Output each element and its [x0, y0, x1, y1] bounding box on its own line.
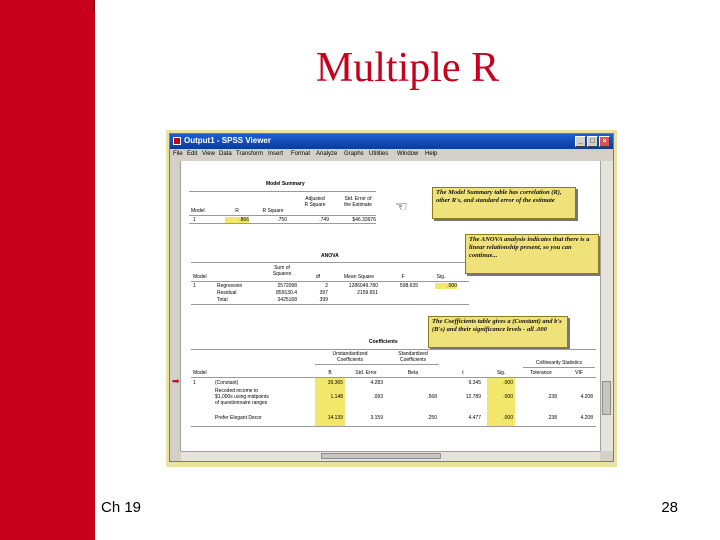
anova-header-ss-1: Sum of: [274, 265, 290, 271]
coef-cell-sig: .000: [503, 380, 513, 386]
coef-model-no: 1: [193, 380, 196, 386]
coef-header-tolerance: Tolerance: [530, 370, 552, 376]
window-titlebar[interactable]: [170, 134, 613, 149]
pointing-hand-icon: ☜: [395, 198, 408, 214]
coef-subheader-rule: [315, 364, 439, 365]
coef-header-model: Model: [193, 370, 207, 376]
anova-row-label: Total: [217, 297, 228, 303]
menu-window[interactable]: Window: [397, 151, 419, 157]
anova-caption: ANOVA: [321, 253, 339, 259]
anova-model-no: 1: [193, 283, 196, 289]
coef-row-label: (Constant): [215, 380, 239, 386]
menu-format[interactable]: Format: [291, 151, 311, 157]
anova-cell-ss: 3425168: [277, 297, 297, 303]
outline-pane[interactable]: [170, 161, 181, 451]
coef-collin-rule: [523, 367, 595, 368]
ms-cell-adj: .749: [319, 217, 329, 223]
current-item-arrow-icon: ➡: [172, 376, 180, 386]
ms-header-model: Model: [191, 208, 205, 214]
coef-row-label-line: of questionnaire ranges: [215, 400, 268, 406]
anova-cell-sig: .000: [435, 283, 457, 289]
coefficients-caption: Coefficients: [369, 339, 398, 345]
app-icon: [173, 137, 181, 145]
coef-bottom-rule: [191, 426, 596, 427]
coef-cell-sig: .000: [503, 415, 513, 421]
anova-cell-df: 397: [319, 290, 328, 296]
coef-cell-sig: .000: [503, 394, 513, 400]
model-summary-caption: Model Summary: [266, 181, 305, 187]
menu-transform[interactable]: Transform: [236, 151, 264, 157]
coef-cell-vif: 4.208: [580, 394, 593, 400]
coef-cell-se: .093: [373, 394, 383, 400]
anova-cell-ms: 1286049.780: [348, 283, 378, 289]
vertical-scrollbar[interactable]: [600, 161, 613, 451]
menu-edit[interactable]: Edit: [187, 151, 198, 157]
minimize-button[interactable]: _: [575, 136, 586, 147]
ms-cell-se: $46.33976: [352, 217, 376, 223]
coef-header-t: t: [462, 370, 464, 376]
anova-bottom-rule: [191, 304, 469, 305]
coef-row-label-line: $1,000s using midpoints: [215, 394, 269, 400]
ms-header-rsq: R Square: [262, 208, 284, 214]
menu-analyze[interactable]: Analyze: [316, 151, 338, 157]
anova-header-ss-2: Squares: [272, 271, 292, 277]
coef-header-se: Std. Error: [355, 370, 377, 376]
ms-cell-rsq: .750: [277, 217, 287, 223]
anova-row-label: Regression: [217, 283, 243, 289]
coef-cell-b: 14.139: [327, 415, 343, 421]
chapter-label: Ch 19: [101, 499, 142, 516]
output-pane[interactable]: [181, 161, 600, 451]
anova-cell-ss: 859130.4: [276, 290, 297, 296]
coef-header-unstd-1: Unstandardized: [332, 351, 368, 357]
callout-model-summary: The Model Summary table has correlation (R), other R's, and standard error of the estimate: [432, 187, 576, 219]
coef-header-std-1: Standardized: [398, 351, 428, 357]
menu-help[interactable]: Help: [425, 151, 438, 157]
coef-cell-beta: .250: [427, 415, 437, 421]
ms-cell-r: .866: [225, 217, 249, 223]
anova-row-label: Residual: [217, 290, 237, 296]
callout-coefficients: The Coefficients table gives a (Constant) and b's (B's) and their significance levels - all .000: [428, 316, 568, 348]
coef-cell-t: 9.345: [468, 380, 481, 386]
menu-view[interactable]: View: [202, 151, 215, 157]
coef-cell-vif: 4.208: [580, 415, 593, 421]
anova-cell-ms: 2159.651: [357, 290, 378, 296]
anova-header-ms: Mean Square: [343, 274, 375, 280]
anova-cell-ss: 2572098: [277, 283, 297, 289]
coef-cell-t: 4.477: [468, 415, 481, 421]
model-summary-rule: [189, 191, 376, 192]
coef-header-std-2: Coefficients: [399, 357, 427, 363]
horizontal-scroll-thumb[interactable]: [321, 453, 441, 459]
coef-cell-tolerance: .238: [547, 415, 557, 421]
anova-cell-df: 399: [319, 297, 328, 303]
anova-header-f: F: [401, 274, 405, 280]
coef-cell-tolerance: .238: [547, 394, 557, 400]
horizontal-scrollbar[interactable]: [181, 451, 600, 461]
coef-cell-t: 12.789: [465, 394, 481, 400]
anova-top-rule: [191, 262, 469, 263]
coef-cell-b: 39.365: [327, 380, 343, 386]
coef-top-rule: [191, 349, 596, 350]
maximize-button[interactable]: □: [587, 136, 598, 147]
coef-cell-b: 1.148: [330, 394, 343, 400]
coef-header-sig: Sig.: [496, 370, 506, 376]
coef-cell-se: 4.283: [370, 380, 383, 386]
anova-header-model: Model: [193, 274, 207, 280]
anova-header-df: df: [315, 274, 321, 280]
spss-screenshot: [166, 130, 617, 467]
anova-header-sig: Sig.: [436, 274, 446, 280]
vertical-scroll-thumb[interactable]: [602, 381, 611, 415]
coef-header-b: B: [328, 370, 332, 376]
ms-header-r: R: [235, 208, 239, 214]
close-button[interactable]: ×: [599, 136, 610, 147]
side-bar-edge: [93, 0, 95, 12]
coef-header-collinearity: Collinearity Statistics: [535, 360, 583, 366]
callout-anova: The ANOVA analysis indicates that there is a linear relationship present, so you can continue...: [465, 234, 599, 274]
side-accent-bar: [0, 0, 95, 540]
coef-row-label: Prefer Elegant Decor: [215, 415, 262, 421]
coef-cell-beta: .568: [427, 394, 437, 400]
slide-title: Multiple R: [315, 45, 500, 91]
anova-cell-df: 2: [325, 283, 328, 289]
coef-header-beta: Beta: [407, 370, 419, 376]
ms-header-adj-2: R Square: [304, 202, 326, 208]
menu-file[interactable]: File: [173, 151, 183, 157]
menu-graphs[interactable]: Graphs: [344, 151, 364, 157]
menu-data[interactable]: Data: [219, 151, 232, 157]
ms-bottom-rule: [189, 223, 376, 224]
spss-viewer-window: [169, 133, 614, 462]
coef-header-unstd-2: Coefficients: [336, 357, 364, 363]
page-number: 28: [661, 499, 678, 516]
anova-cell-f: 598.635: [399, 283, 418, 289]
menu-bar: [170, 149, 613, 160]
coef-header-vif: VIF: [575, 370, 583, 376]
menu-insert[interactable]: Insert: [268, 151, 284, 157]
ms-cell-model: 1: [193, 217, 196, 223]
coef-header-rule: [191, 377, 596, 378]
anova-header-rule: [191, 281, 469, 282]
ms-header-se-2: the Estimate: [344, 202, 372, 208]
coef-row-label-line: Recoded income to: [215, 388, 259, 394]
menu-utilities[interactable]: Utilities: [369, 151, 389, 157]
ms-header-adj-1: Adjusted: [305, 196, 325, 202]
coef-cell-se: 3.159: [370, 415, 383, 421]
ms-header-rule: [189, 215, 376, 216]
ms-header-se-1: Std. Error of: [344, 196, 372, 202]
window-title: Output1 - SPSS Viewer: [184, 136, 271, 145]
